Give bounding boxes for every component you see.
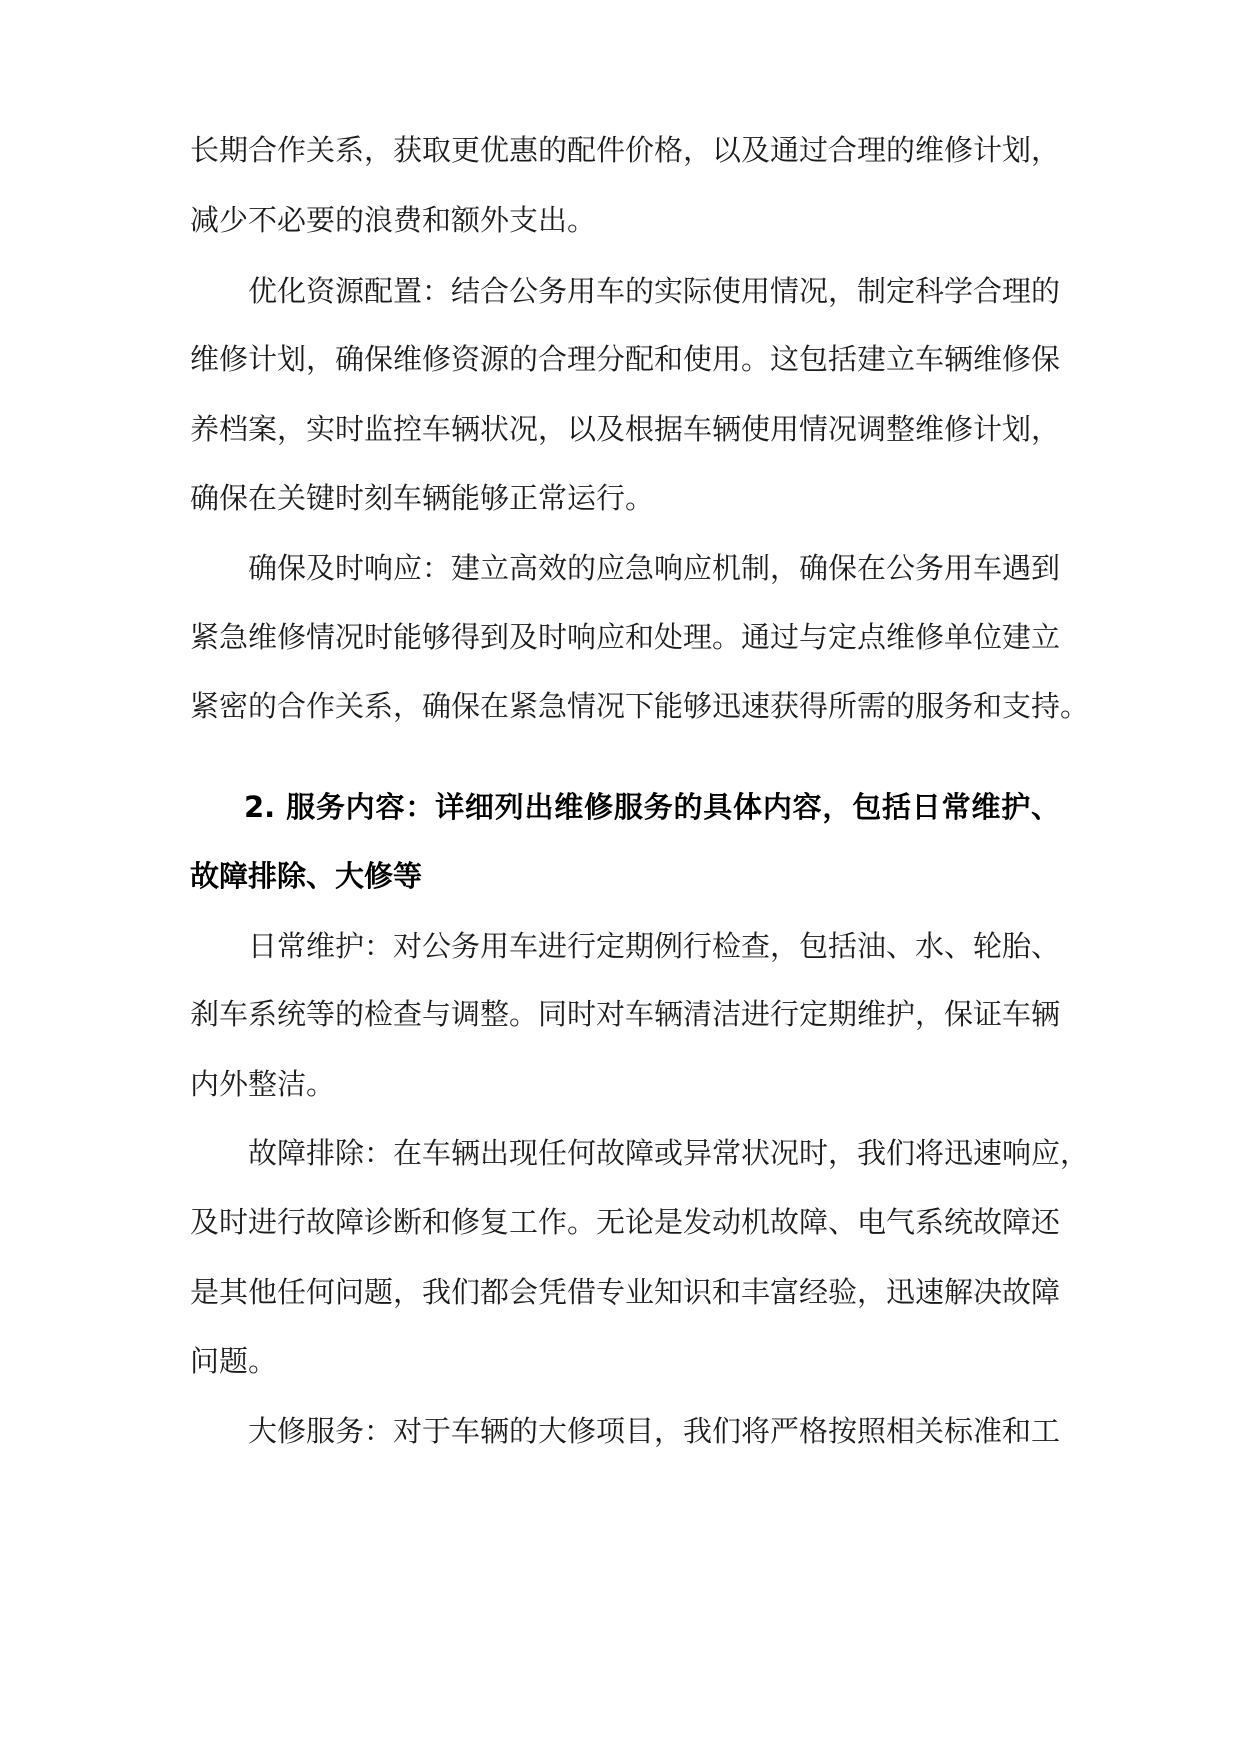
text-line: 及时进行故障诊断和修复工作。无论是发动机故障、电气系统故障还 — [190, 1205, 1061, 1239]
text-line: 问题。 — [190, 1344, 278, 1378]
section-heading: 2. 服务内容：详细列出维修服务的具体内容，包括日常维护、 — [244, 790, 1060, 824]
text-line: 减少不必要的浪费和额外支出。 — [190, 203, 597, 237]
text-line: 内外整洁。 — [190, 1067, 336, 1101]
text-line: 长期合作关系，获取更优惠的配件价格，以及通过合理的维修计划， — [190, 133, 1061, 167]
text-line: 紧急维修情况时能够得到及时响应和处理。通过与定点维修单位建立 — [190, 620, 1061, 654]
text-line: 确保及时响应：建立高效的应急响应机制，确保在公务用车遇到 — [248, 551, 1061, 585]
text-line: 优化资源配置：结合公务用车的实际使用情况，制定科学合理的 — [248, 274, 1061, 308]
text-line: 紧密的合作关系，确保在紧急情况下能够迅速获得所需的服务和支持。 — [190, 689, 1090, 723]
text-line: 养档案，实时监控车辆状况，以及根据车辆使用情况调整维修计划， — [190, 412, 1061, 446]
text-line: 维修计划，确保维修资源的合理分配和使用。这包括建立车辆维修保 — [190, 342, 1061, 376]
text-line: 是其他任何问题，我们都会凭借专业知识和丰富经验，迅速解决故障 — [190, 1275, 1061, 1309]
section-heading: 故障排除、大修等 — [190, 859, 423, 893]
text-line: 日常维护：对公务用车进行定期例行检查，包括油、水、轮胎、 — [248, 929, 1061, 963]
text-line: 故障排除：在车辆出现任何故障或异常状况时，我们将迅速响应， — [248, 1136, 1090, 1170]
text-line: 确保在关键时刻车辆能够正常运行。 — [190, 481, 655, 515]
text-line: 刹车系统等的检查与调整。同时对车辆清洁进行定期维护，保证车辆 — [190, 997, 1061, 1031]
text-line: 大修服务：对于车辆的大修项目，我们将严格按照相关标准和工 — [248, 1414, 1061, 1448]
